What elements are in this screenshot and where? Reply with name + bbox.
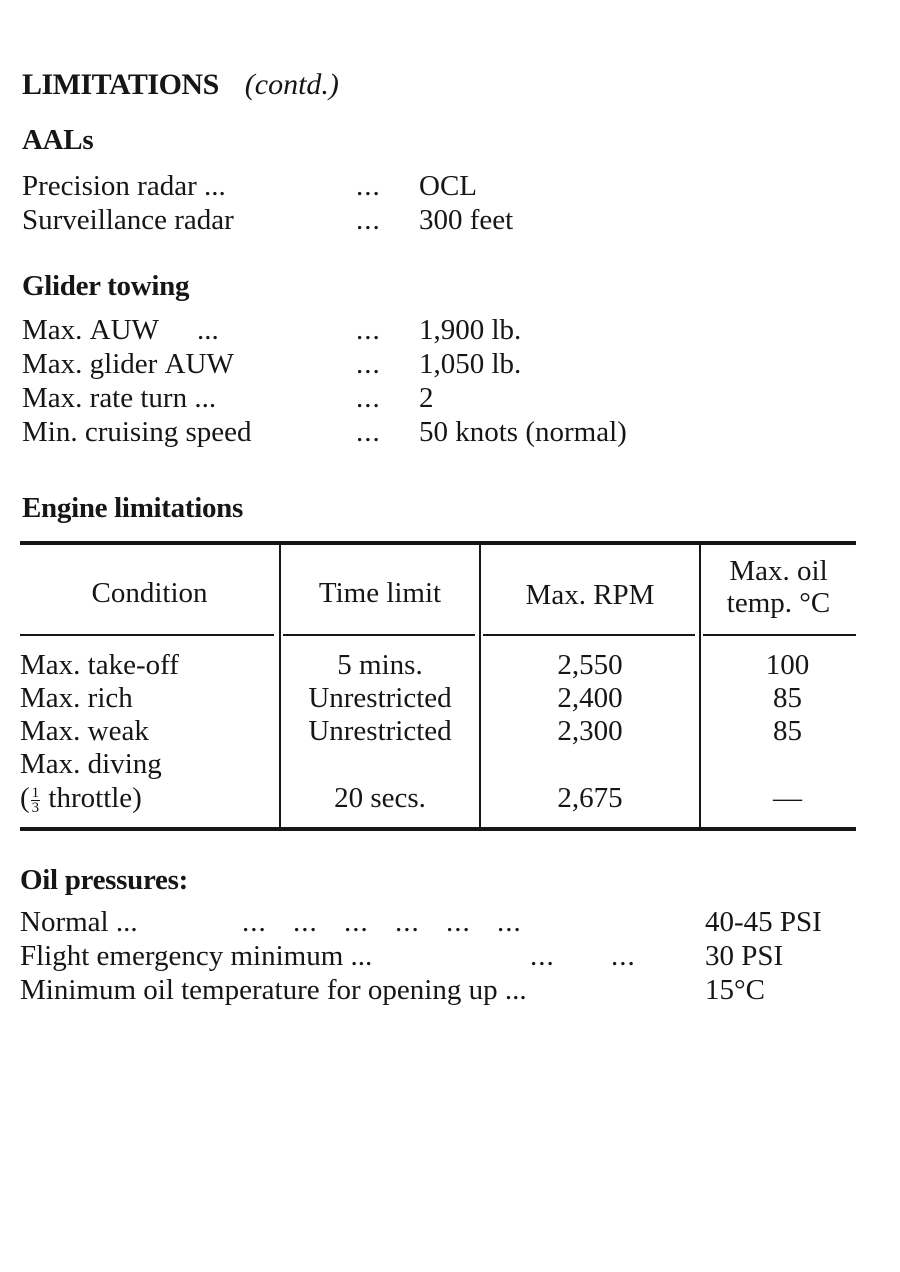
leader-dots: ... xyxy=(356,416,381,448)
oil-pressures-heading: Oil pressures: xyxy=(20,864,188,896)
cell-max-oil-temp: 85 xyxy=(773,682,802,714)
cell-time-limit: 5 mins. xyxy=(337,649,423,681)
oil-value: 30 PSI xyxy=(705,940,784,972)
column-header-max-rpm: Max. RPM xyxy=(525,579,655,611)
column-header-time-limit: Time limit xyxy=(318,577,442,609)
cell-max-oil-temp: 85 xyxy=(773,715,802,747)
oil-row-normal xyxy=(20,906,880,940)
cell-condition: Max. diving xyxy=(20,748,162,780)
oil-value: 15°C xyxy=(705,974,765,1006)
table-bottom-rule xyxy=(20,827,856,831)
leader-dots: ... xyxy=(356,382,381,414)
column-header-condition: Condition xyxy=(91,577,208,609)
oil-label: Normal ... xyxy=(20,906,138,938)
cell-max-rpm: 2,300 xyxy=(557,715,623,747)
glider-row-max-rate-turn xyxy=(22,382,742,416)
oil-value: 40-45 PSI xyxy=(705,906,822,938)
aals-row-precision xyxy=(22,170,722,204)
aals-row-surveillance xyxy=(22,204,722,238)
cell-time-limit: Unrestricted xyxy=(308,715,452,747)
title-contd: (contd.) xyxy=(244,68,339,101)
cell-condition: Max. rich xyxy=(20,682,133,714)
glider-label: Max. AUW ... xyxy=(22,314,219,346)
aals-label: Precision radar ... xyxy=(22,170,226,202)
cell-max-rpm: 2,675 xyxy=(557,782,623,814)
cell-time-limit: 20 secs. xyxy=(334,782,426,814)
cell-condition: Max. take-off xyxy=(20,649,179,681)
leader-dots: ... xyxy=(356,348,381,380)
aals-value: 300 feet xyxy=(419,204,514,236)
column-header-max-oil-temp: Max. oil temp. °C xyxy=(726,555,831,619)
leader-dots: ... ... ... ... ... ... xyxy=(242,906,522,938)
engine-limitations-heading: Engine limitations xyxy=(22,492,243,524)
cell-max-oil-temp: — xyxy=(773,782,802,814)
glider-value: 2 xyxy=(419,382,434,414)
cell-condition: Max. weak xyxy=(20,715,149,747)
leader-dots: ... xyxy=(356,314,381,346)
glider-row-max-glider-auw xyxy=(22,348,742,382)
glider-label: Max. glider AUW xyxy=(22,348,234,380)
aals-label: Surveillance radar xyxy=(22,204,234,236)
table-top-rule xyxy=(20,541,856,545)
glider-row-max-auw xyxy=(22,314,742,348)
header-rule xyxy=(703,634,856,636)
oil-label: Minimum oil temperature for opening up ... xyxy=(20,974,527,1006)
engine-limitations-table xyxy=(20,541,856,832)
header-rule xyxy=(483,634,695,636)
glider-towing-heading: Glider towing xyxy=(22,270,190,302)
cell-max-rpm: 2,400 xyxy=(557,682,623,714)
cell-max-rpm: 2,550 xyxy=(557,649,623,681)
cell-time-limit: Unrestricted xyxy=(308,682,452,714)
leader-dots: ... xyxy=(356,204,381,236)
glider-value: 1,050 lb. xyxy=(419,348,522,380)
glider-label: Min. cruising speed xyxy=(22,416,252,448)
leader-dots: ... xyxy=(356,170,381,202)
header-rule xyxy=(20,634,274,636)
cell-condition-line2: ( $\frac{1}{3}$ throttle) xyxy=(20,782,142,816)
page-title xyxy=(22,68,339,102)
glider-row-min-cruising-speed xyxy=(22,416,742,450)
fraction-one-third: $\frac{1}{3}$ xyxy=(31,784,40,816)
oil-label: Flight emergency minimum ... xyxy=(20,940,373,972)
glider-value: 1,900 lb. xyxy=(419,314,522,346)
glider-label: Max. rate turn ... xyxy=(22,382,217,414)
leader-dots: ... ... xyxy=(530,940,636,972)
oil-row-min-oil-temp xyxy=(20,974,880,1008)
glider-value: 50 knots (normal) xyxy=(419,416,627,448)
title-main: LIMITATIONS xyxy=(22,68,219,101)
aals-heading: AALs xyxy=(22,124,94,156)
aals-value: OCL xyxy=(419,170,477,202)
cell-max-oil-temp: 100 xyxy=(765,649,810,681)
oil-row-flight-emergency xyxy=(20,940,880,974)
header-rule xyxy=(283,634,475,636)
